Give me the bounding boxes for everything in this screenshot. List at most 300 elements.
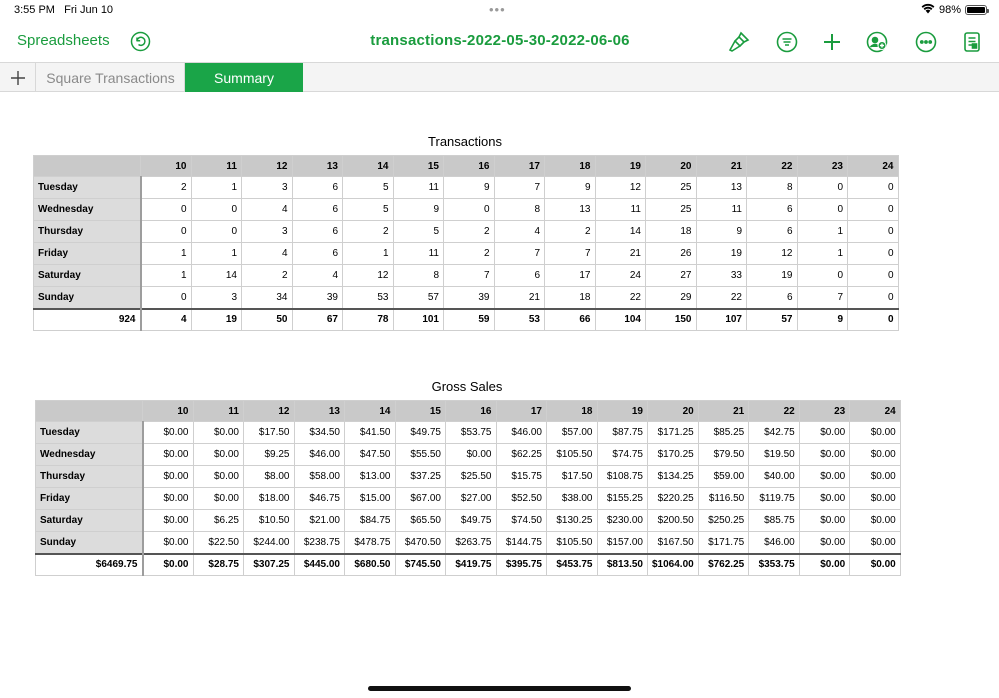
table-cell[interactable]: 9	[393, 199, 444, 221]
table-cell[interactable]: $85.75	[749, 510, 800, 532]
total-cell[interactable]: $762.25	[698, 554, 749, 576]
column-header[interactable]: 24	[848, 156, 899, 177]
table-cell[interactable]: 8	[393, 265, 444, 287]
table-cell[interactable]: $58.00	[294, 466, 345, 488]
table-cell[interactable]: 0	[141, 287, 192, 309]
table-cell[interactable]: 2	[343, 221, 394, 243]
battery-percent: 98%	[938, 4, 961, 16]
table-cell[interactable]: 7	[494, 177, 545, 199]
table-cell[interactable]: $0.00	[799, 444, 850, 466]
table-cell[interactable]: $42.75	[749, 422, 800, 444]
total-cell[interactable]: 101	[393, 309, 444, 331]
table-cell[interactable]: $478.75	[345, 532, 396, 554]
table-cell[interactable]: $0.00	[193, 422, 244, 444]
table-cell[interactable]: $0.00	[193, 444, 244, 466]
table-cell[interactable]: $67.00	[395, 488, 446, 510]
total-cell[interactable]: 53	[494, 309, 545, 331]
column-header[interactable]: 16	[444, 156, 495, 177]
more-icon[interactable]	[914, 30, 938, 54]
row-header[interactable]: Tuesday	[34, 177, 141, 199]
table-cell[interactable]: 2	[545, 221, 596, 243]
table-cell[interactable]: 21	[595, 243, 646, 265]
table-cell[interactable]: $40.00	[749, 466, 800, 488]
table-cell[interactable]: $17.50	[547, 466, 598, 488]
row-header[interactable]: Thursday	[34, 221, 141, 243]
header-row	[34, 156, 899, 177]
table-cell[interactable]: $144.75	[496, 532, 547, 554]
table-cell[interactable]: 8	[747, 177, 798, 199]
table-row	[36, 466, 901, 488]
column-header[interactable]: 12	[244, 401, 295, 422]
table-cell[interactable]: $0.00	[446, 444, 497, 466]
column-header[interactable]: 22	[749, 401, 800, 422]
table-cell[interactable]: 6	[292, 221, 343, 243]
table-cell[interactable]: $46.75	[294, 488, 345, 510]
table-cell[interactable]: 0	[797, 177, 848, 199]
table-cell[interactable]: $52.50	[496, 488, 547, 510]
column-header[interactable]: 21	[696, 156, 747, 177]
table-cell[interactable]: $130.25	[547, 510, 598, 532]
document-info-icon[interactable]	[960, 30, 984, 54]
row-header[interactable]: Wednesday	[34, 199, 141, 221]
row-header[interactable]: Saturday	[34, 265, 141, 287]
table-cell[interactable]: $170.25	[648, 444, 699, 466]
column-header[interactable]: 21	[698, 401, 749, 422]
table-cell[interactable]: $0.00	[850, 532, 901, 554]
row-header[interactable]: Friday	[36, 488, 143, 510]
table-cell[interactable]: 11	[393, 177, 444, 199]
table-cell[interactable]: 1	[797, 221, 848, 243]
column-header[interactable]: 14	[343, 156, 394, 177]
table-cell[interactable]: 11	[696, 199, 747, 221]
table-cell[interactable]: $220.25	[648, 488, 699, 510]
grand-total-cell[interactable]: 924	[34, 309, 141, 331]
row-header[interactable]: Tuesday	[36, 422, 143, 444]
table-cell[interactable]: $0.00	[799, 422, 850, 444]
table-cell[interactable]: $19.50	[749, 444, 800, 466]
battery-icon	[965, 5, 987, 15]
total-cell[interactable]: 66	[545, 309, 596, 331]
column-header[interactable]: 10	[143, 401, 194, 422]
table-cell[interactable]: $0.00	[799, 532, 850, 554]
table-cell[interactable]: $0.00	[799, 466, 850, 488]
column-header[interactable]: 24	[850, 401, 901, 422]
table-cell[interactable]: $74.75	[597, 444, 648, 466]
table-cell[interactable]: 2	[141, 177, 192, 199]
table-row	[34, 199, 899, 221]
total-cell[interactable]: $395.75	[496, 554, 547, 576]
plus-icon[interactable]	[820, 30, 844, 54]
total-cell[interactable]: 4	[141, 309, 192, 331]
table-cell[interactable]: $0.00	[193, 466, 244, 488]
table-cell[interactable]: $25.50	[446, 466, 497, 488]
table-cell[interactable]: 13	[696, 177, 747, 199]
tab-square-transactions[interactable]: Square Transactions	[37, 63, 185, 92]
tab-summary[interactable]: Summary	[185, 63, 303, 92]
table-cell[interactable]: 7	[545, 243, 596, 265]
table-cell[interactable]: $49.75	[395, 422, 446, 444]
total-cell[interactable]: 59	[444, 309, 495, 331]
table-cell[interactable]: 11	[393, 243, 444, 265]
status-clock: 3:55 PM	[14, 4, 55, 16]
table-cell[interactable]: $105.50	[547, 532, 598, 554]
collaborate-icon[interactable]	[865, 30, 889, 54]
gross-sales-table	[35, 400, 901, 576]
table-cell[interactable]: 39	[444, 287, 495, 309]
table-cell[interactable]: 6	[747, 221, 798, 243]
status-date: Fri Jun 10	[64, 4, 114, 16]
column-header[interactable]: 20	[648, 401, 699, 422]
column-header[interactable]: 13	[294, 401, 345, 422]
table-cell[interactable]: 0	[848, 287, 899, 309]
table-cell[interactable]: 6	[747, 287, 798, 309]
format-list-icon[interactable]	[775, 30, 799, 54]
table-cell[interactable]: 2	[242, 265, 293, 287]
wifi-icon	[921, 3, 935, 17]
table-cell[interactable]: $65.50	[395, 510, 446, 532]
table-cell[interactable]: $10.50	[244, 510, 295, 532]
total-cell[interactable]: $0.00	[799, 554, 850, 576]
column-header[interactable]: 22	[747, 156, 798, 177]
table-cell[interactable]: 57	[393, 287, 444, 309]
table-cell[interactable]: $0.00	[850, 422, 901, 444]
column-header[interactable]: 10	[141, 156, 192, 177]
table-cell[interactable]: $155.25	[597, 488, 648, 510]
table-cell[interactable]: $9.25	[244, 444, 295, 466]
total-cell[interactable]: $445.00	[294, 554, 345, 576]
table-cell[interactable]: $37.25	[395, 466, 446, 488]
total-cell[interactable]: 9	[797, 309, 848, 331]
table-cell[interactable]: 1	[141, 265, 192, 287]
table-cell[interactable]: 3	[242, 221, 293, 243]
column-header[interactable]: 16	[446, 401, 497, 422]
table-cell[interactable]: 2	[444, 221, 495, 243]
table-cell[interactable]: 19	[696, 243, 747, 265]
status-right	[921, 3, 987, 17]
table-cell[interactable]: 4	[494, 221, 545, 243]
totals-row	[36, 554, 901, 576]
total-cell[interactable]: 50	[242, 309, 293, 331]
battery-level	[967, 7, 985, 13]
total-cell[interactable]: 0	[848, 309, 899, 331]
table-cell[interactable]: $34.50	[294, 422, 345, 444]
table-cell[interactable]: 6	[494, 265, 545, 287]
column-header[interactable]: 19	[597, 401, 648, 422]
column-header[interactable]: 17	[496, 401, 547, 422]
table-cell[interactable]: 7	[494, 243, 545, 265]
total-cell[interactable]: $0.00	[143, 554, 194, 576]
total-cell[interactable]: $745.50	[395, 554, 446, 576]
column-header[interactable]: 18	[545, 156, 596, 177]
table-cell[interactable]: 12	[595, 177, 646, 199]
total-cell[interactable]: 107	[696, 309, 747, 331]
table-cell[interactable]: 0	[848, 221, 899, 243]
table-cell[interactable]: 6	[292, 177, 343, 199]
table-cell[interactable]: $0.00	[850, 466, 901, 488]
table-cell[interactable]: 24	[595, 265, 646, 287]
table-cell[interactable]: 19	[747, 265, 798, 287]
table-cell[interactable]: $119.75	[749, 488, 800, 510]
table-cell[interactable]: 29	[646, 287, 697, 309]
table-cell[interactable]: $13.00	[345, 466, 396, 488]
total-cell[interactable]: $680.50	[345, 554, 396, 576]
column-header[interactable]: 12	[242, 156, 293, 177]
table-cell[interactable]: $244.00	[244, 532, 295, 554]
table-cell[interactable]: $263.75	[446, 532, 497, 554]
table-cell[interactable]: $200.50	[648, 510, 699, 532]
table-cell[interactable]: 0	[191, 199, 242, 221]
total-cell[interactable]: $28.75	[193, 554, 244, 576]
table-cell[interactable]: $105.50	[547, 444, 598, 466]
grand-total-cell[interactable]: $6469.75	[36, 554, 143, 576]
total-cell[interactable]: 104	[595, 309, 646, 331]
total-cell[interactable]: $1064.00	[648, 554, 699, 576]
row-header[interactable]: Thursday	[36, 466, 143, 488]
table-cell[interactable]: $15.75	[496, 466, 547, 488]
table-cell[interactable]: $0.00	[850, 488, 901, 510]
table-row	[34, 177, 899, 199]
table-cell[interactable]: 2	[444, 243, 495, 265]
table-row	[34, 221, 899, 243]
table-cell[interactable]: $15.00	[345, 488, 396, 510]
table-cell[interactable]: 0	[191, 221, 242, 243]
table-cell[interactable]: 27	[646, 265, 697, 287]
table-row	[34, 265, 899, 287]
totals-row	[34, 309, 899, 331]
table-cell[interactable]: $46.00	[496, 422, 547, 444]
table-cell[interactable]: 8	[494, 199, 545, 221]
table-cell[interactable]: 22	[595, 287, 646, 309]
column-header[interactable]: 13	[292, 156, 343, 177]
row-header[interactable]: Wednesday	[36, 444, 143, 466]
table-cell[interactable]: 9	[444, 177, 495, 199]
table-cell[interactable]: $0.00	[143, 510, 194, 532]
table-cell[interactable]: $171.75	[698, 532, 749, 554]
table-cell[interactable]: 18	[646, 221, 697, 243]
toolbar	[0, 22, 999, 62]
table-cell[interactable]: 0	[141, 199, 192, 221]
table-cell[interactable]: $108.75	[597, 466, 648, 488]
table-row	[34, 243, 899, 265]
table-cell[interactable]: 4	[242, 199, 293, 221]
table-cell[interactable]: 6	[747, 199, 798, 221]
sheet-tabs	[0, 62, 999, 92]
table-cell[interactable]: $49.75	[446, 510, 497, 532]
table-cell[interactable]: 4	[242, 243, 293, 265]
table-cell[interactable]: 18	[545, 287, 596, 309]
table-row	[36, 532, 901, 554]
table-cell[interactable]: $0.00	[143, 532, 194, 554]
column-header[interactable]: 23	[797, 156, 848, 177]
total-cell[interactable]: 78	[343, 309, 394, 331]
table-cell[interactable]: 9	[696, 221, 747, 243]
document-title[interactable]: transactions-2022-05-30-2022-06-06	[370, 32, 630, 49]
table-cell[interactable]: 1	[343, 243, 394, 265]
table-cell[interactable]: 5	[393, 221, 444, 243]
table-cell[interactable]: $53.75	[446, 422, 497, 444]
table-cell[interactable]: $134.25	[648, 466, 699, 488]
table-cell[interactable]: 7	[797, 287, 848, 309]
column-header[interactable]: 18	[547, 401, 598, 422]
table-cell[interactable]: 33	[696, 265, 747, 287]
row-header[interactable]: Sunday	[36, 532, 143, 554]
table-cell[interactable]: $171.25	[648, 422, 699, 444]
table-cell[interactable]: 0	[848, 199, 899, 221]
table-cell[interactable]: $6.25	[193, 510, 244, 532]
table-cell[interactable]: $87.75	[597, 422, 648, 444]
table-cell[interactable]: 5	[343, 177, 394, 199]
table-cell[interactable]: $250.25	[698, 510, 749, 532]
transactions-table	[33, 155, 899, 331]
table-cell[interactable]: 53	[343, 287, 394, 309]
table-cell[interactable]: 26	[646, 243, 697, 265]
table-cell[interactable]: $84.75	[345, 510, 396, 532]
table-cell[interactable]: $8.00	[244, 466, 295, 488]
add-sheet-button[interactable]	[0, 63, 36, 92]
table-cell[interactable]: 0	[797, 199, 848, 221]
column-header[interactable]: 15	[395, 401, 446, 422]
table-cell[interactable]: $230.00	[597, 510, 648, 532]
table-row	[36, 488, 901, 510]
table-cell[interactable]: $27.00	[446, 488, 497, 510]
home-indicator[interactable]	[368, 686, 631, 691]
table-cell[interactable]: 7	[444, 265, 495, 287]
table-cell[interactable]: 5	[343, 199, 394, 221]
table-cell[interactable]: $0.00	[143, 488, 194, 510]
table-cell[interactable]: $74.50	[496, 510, 547, 532]
table-cell[interactable]: $0.00	[143, 422, 194, 444]
total-cell[interactable]: $0.00	[850, 554, 901, 576]
table-row	[34, 287, 899, 309]
table-cell[interactable]: $0.00	[799, 510, 850, 532]
table-cell[interactable]: 12	[747, 243, 798, 265]
table-cell[interactable]: $116.50	[698, 488, 749, 510]
table-cell[interactable]: 13	[545, 199, 596, 221]
column-header[interactable]: 23	[799, 401, 850, 422]
spreadsheets-back-button[interactable]: Spreadsheets	[17, 32, 110, 49]
table-cell[interactable]: $0.00	[143, 466, 194, 488]
status-time	[14, 4, 113, 16]
transactions-table-title: Transactions	[428, 134, 502, 149]
table-cell[interactable]: 9	[545, 177, 596, 199]
column-header[interactable]: 11	[193, 401, 244, 422]
table-cell[interactable]: $62.25	[496, 444, 547, 466]
table-cell[interactable]: $85.25	[698, 422, 749, 444]
table-cell[interactable]: 14	[595, 221, 646, 243]
corner-cell[interactable]	[34, 156, 141, 177]
table-cell[interactable]: 0	[848, 177, 899, 199]
table-cell[interactable]: 1	[191, 177, 242, 199]
table-cell[interactable]: 12	[343, 265, 394, 287]
table-cell[interactable]: $22.50	[193, 532, 244, 554]
column-header[interactable]: 19	[595, 156, 646, 177]
table-cell[interactable]: $0.00	[850, 510, 901, 532]
table-cell[interactable]: 34	[242, 287, 293, 309]
table-cell[interactable]: 22	[696, 287, 747, 309]
table-cell[interactable]: $21.00	[294, 510, 345, 532]
table-cell[interactable]: $17.50	[244, 422, 295, 444]
row-header[interactable]: Saturday	[36, 510, 143, 532]
column-header[interactable]: 11	[191, 156, 242, 177]
table-cell[interactable]: $18.00	[244, 488, 295, 510]
total-cell[interactable]: $419.75	[446, 554, 497, 576]
table-cell[interactable]: 0	[797, 265, 848, 287]
table-cell[interactable]: 0	[848, 243, 899, 265]
table-cell[interactable]: 1	[141, 243, 192, 265]
table-cell[interactable]: $55.50	[395, 444, 446, 466]
plus-icon	[10, 70, 26, 86]
table-cell[interactable]: 25	[646, 199, 697, 221]
table-cell[interactable]: 39	[292, 287, 343, 309]
row-header[interactable]: Friday	[34, 243, 141, 265]
table-cell[interactable]: $38.00	[547, 488, 598, 510]
total-cell[interactable]: 57	[747, 309, 798, 331]
total-cell[interactable]: $307.25	[244, 554, 295, 576]
table-cell[interactable]: $57.00	[547, 422, 598, 444]
table-cell[interactable]: $167.50	[648, 532, 699, 554]
gross-sales-table-title: Gross Sales	[431, 379, 503, 394]
table-cell[interactable]: 11	[595, 199, 646, 221]
table-cell[interactable]: $0.00	[143, 444, 194, 466]
table-cell[interactable]: 3	[191, 287, 242, 309]
total-cell[interactable]: 67	[292, 309, 343, 331]
table-cell[interactable]: 21	[494, 287, 545, 309]
table-row	[36, 510, 901, 532]
table-cell[interactable]: 0	[848, 265, 899, 287]
column-header[interactable]: 20	[646, 156, 697, 177]
table-cell[interactable]: 25	[646, 177, 697, 199]
table-cell[interactable]: $0.00	[850, 444, 901, 466]
column-header[interactable]: 15	[393, 156, 444, 177]
column-header[interactable]: 17	[494, 156, 545, 177]
table-cell[interactable]: 6	[292, 243, 343, 265]
column-header[interactable]: 14	[345, 401, 396, 422]
table-cell[interactable]: 6	[292, 199, 343, 221]
multitasking-dots[interactable]: •••	[489, 2, 506, 17]
table-cell[interactable]: $238.75	[294, 532, 345, 554]
table-cell[interactable]: 3	[242, 177, 293, 199]
table-cell[interactable]: 14	[191, 265, 242, 287]
total-cell[interactable]: $353.75	[749, 554, 800, 576]
table-cell[interactable]: $46.00	[749, 532, 800, 554]
status-bar	[0, 0, 999, 22]
corner-cell[interactable]	[36, 401, 143, 422]
total-cell[interactable]: $813.50	[597, 554, 648, 576]
table-cell[interactable]: $41.50	[345, 422, 396, 444]
table-cell[interactable]: 0	[444, 199, 495, 221]
table-cell[interactable]: 0	[141, 221, 192, 243]
table-cell[interactable]: $46.00	[294, 444, 345, 466]
table-cell[interactable]: 1	[191, 243, 242, 265]
table-cell[interactable]: 17	[545, 265, 596, 287]
undo-icon[interactable]	[130, 31, 151, 52]
paintbrush-icon[interactable]	[727, 30, 751, 54]
table-cell[interactable]: $79.50	[698, 444, 749, 466]
table-cell[interactable]: 1	[797, 243, 848, 265]
table-row	[36, 422, 901, 444]
total-cell[interactable]: 19	[191, 309, 242, 331]
table-cell[interactable]: $157.00	[597, 532, 648, 554]
total-cell[interactable]: 150	[646, 309, 697, 331]
row-header[interactable]: Sunday	[34, 287, 141, 309]
table-cell[interactable]: $59.00	[698, 466, 749, 488]
table-cell[interactable]: 4	[292, 265, 343, 287]
total-cell[interactable]: $453.75	[547, 554, 598, 576]
table-cell[interactable]: $47.50	[345, 444, 396, 466]
table-cell[interactable]: $0.00	[193, 488, 244, 510]
table-cell[interactable]: $0.00	[799, 488, 850, 510]
table-cell[interactable]: $470.50	[395, 532, 446, 554]
